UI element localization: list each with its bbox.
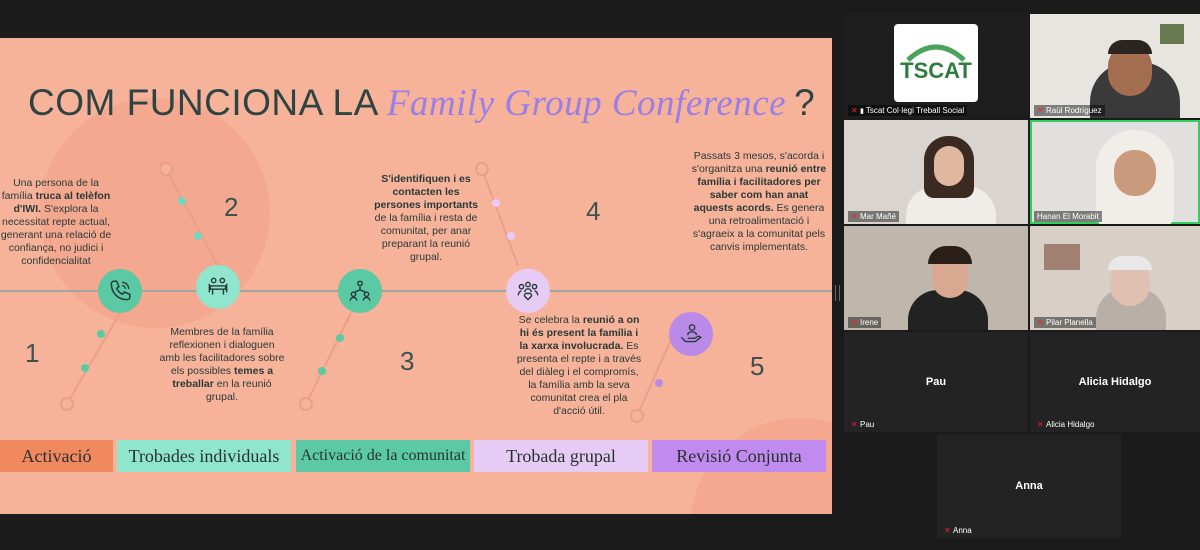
- meeting-table-icon: [196, 265, 240, 309]
- participant-name: ✕ Pau: [851, 419, 875, 429]
- phone-icon: [98, 269, 142, 313]
- participant-tile[interactable]: [844, 14, 1028, 118]
- group-heart-icon: [506, 269, 550, 313]
- participant-name: Hanan El Morabit: [1034, 211, 1102, 222]
- participant-tile-active-speaker[interactable]: [1030, 120, 1200, 224]
- participant-display-name: Anna: [1015, 479, 1043, 492]
- mic-muted-icon: ✕: [851, 211, 858, 221]
- participant-name: ✕ ▮ Tscat Col·legi Treball Social: [848, 105, 967, 116]
- slide-title: COM FUNCIONA LA Family Group Conference ?: [28, 82, 816, 124]
- participant-display-name: Alicia Hidalgo: [1078, 376, 1152, 388]
- participant-tile[interactable]: [844, 120, 1028, 224]
- step1-description: Una persona de la família truca al telèfon d'IWI. S'explora la necessitat repte actual, generant una relació de confiança, no judici i confidencialitat: [0, 177, 112, 267]
- step4-number: 4: [586, 196, 601, 226]
- step2-number: 2: [224, 192, 239, 222]
- participant-tile[interactable]: [1030, 332, 1200, 432]
- participant-tile[interactable]: [937, 434, 1121, 538]
- step3-description: S'identifiquen i es contacten les persones importants de la família i resta de comunitat, per anar preparant la reunió grupal.: [374, 173, 478, 263]
- mic-muted-icon: ✕: [851, 317, 858, 327]
- mic-muted-icon: ✕: [851, 419, 858, 429]
- participant-name: ✕ Irene: [848, 317, 881, 328]
- video-background: [1160, 24, 1184, 44]
- video-person: [934, 146, 964, 186]
- mic-muted-icon: ✕: [1037, 419, 1044, 429]
- mic-muted-icon: ✕: [851, 105, 858, 115]
- mic-muted-icon: ✕: [1037, 105, 1044, 115]
- mic-muted-icon: ✕: [944, 525, 951, 535]
- step2-description: Membres de la família reflexionen i dialoguen amb les facilitadores sobre els possibles temes a treballar en la reunió grupal.: [159, 326, 285, 403]
- video-person: [928, 246, 972, 264]
- participant-name: ✕ Alicia Hidalgo: [1037, 419, 1095, 429]
- participant-display-name: Pau: [925, 376, 947, 388]
- video-person: [1108, 40, 1152, 54]
- step1-number: 1: [25, 338, 40, 368]
- step2-label: Trobades individuals: [117, 440, 291, 472]
- participant-tile[interactable]: [1030, 226, 1200, 330]
- participant-name: ✕ Pilar Planella: [1034, 317, 1096, 328]
- step4-label: Trobada grupal: [474, 440, 648, 472]
- participant-tile[interactable]: [1030, 14, 1200, 118]
- step1-label: Activació: [0, 440, 113, 472]
- participant-name: ✕ Raül Rodríguez: [1034, 105, 1105, 116]
- pin-icon: ▮: [860, 107, 864, 115]
- tscat-logo: TSCAT: [894, 24, 978, 102]
- participant-tile[interactable]: [844, 226, 1028, 330]
- participant-name: ✕ Anna: [944, 525, 972, 535]
- network-people-icon: [338, 269, 382, 313]
- video-background: [1044, 244, 1080, 270]
- step5-number: 5: [750, 351, 765, 381]
- video-person: [1108, 256, 1152, 270]
- video-person: [1114, 150, 1156, 196]
- hand-person-icon: [669, 312, 713, 356]
- presentation-slide: [0, 38, 832, 514]
- participant-tile[interactable]: [844, 332, 1028, 432]
- step3-number: 3: [400, 346, 415, 376]
- step4-description: Se celebra la reunió a on hi és present la família i la xarxa involucrada. Es presenta el repte i a través del diàleg i el compromís, la família amb la seva comunitat crea el pla d'acció útil.: [516, 314, 642, 417]
- step5-label: Revisió Conjunta: [652, 440, 826, 472]
- step5-description: Passats 3 mesos, s'acorda i s'organitza una reunió entre família i facilitadores per saber com han anat aquests acords. Es genera una retroalimentació i s'agraeix a la comunitat pels canvis implementats.: [691, 150, 827, 253]
- participant-name: ✕ Mar Mañé: [848, 211, 899, 222]
- step3-label: Activació de la comunitat: [296, 440, 470, 472]
- panel-resize-handle[interactable]: [835, 285, 840, 301]
- mic-muted-icon: ✕: [1037, 317, 1044, 327]
